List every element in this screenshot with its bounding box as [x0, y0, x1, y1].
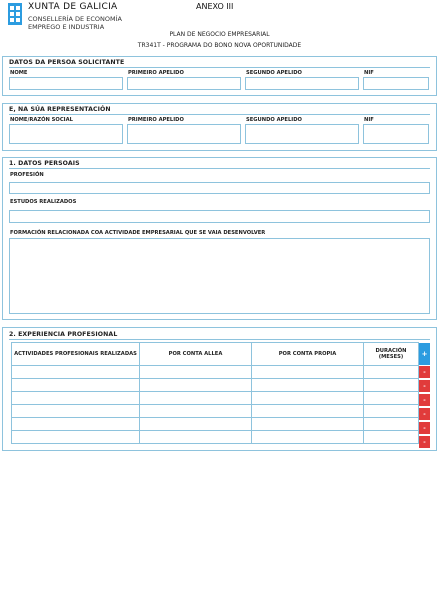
conta-allea-cell[interactable]: [140, 405, 252, 418]
actividade-cell[interactable]: [12, 366, 140, 379]
section-title: 1. DATOS PERSOAIS: [9, 160, 80, 167]
conta-propia-cell[interactable]: [252, 379, 364, 392]
remove-row-button[interactable]: [419, 436, 430, 448]
formacion-textarea[interactable]: [9, 238, 430, 314]
label-nome-razon-social: NOME/RAZÓN SOCIAL: [10, 117, 73, 123]
section-divider: [9, 168, 430, 169]
actividade-cell[interactable]: [12, 392, 140, 405]
segundo-apelido-field[interactable]: [245, 77, 359, 90]
label-segundo-apelido: SEGUNDO APELIDO: [246, 117, 302, 123]
conta-allea-cell[interactable]: [140, 366, 252, 379]
label-primeiro-apelido: PRIMEIRO APELIDO: [128, 70, 184, 76]
conta-propia-cell[interactable]: [252, 405, 364, 418]
actividade-cell[interactable]: [12, 431, 140, 444]
estudos-field[interactable]: [9, 210, 430, 223]
add-row-button[interactable]: [419, 343, 430, 365]
conta-allea-cell[interactable]: [140, 379, 252, 392]
experience-table: [11, 342, 419, 444]
table-row: [12, 418, 419, 431]
section-divider: [9, 339, 430, 340]
minus-icon: -: [423, 438, 426, 446]
section-title: DATOS DA PERSOA SOLICITANTE: [9, 59, 125, 66]
remove-row-button[interactable]: [419, 408, 430, 420]
col-conta-propia: POR CONTA PROPIA: [252, 343, 364, 366]
actividade-cell[interactable]: [12, 418, 140, 431]
col-duracion-unit: (MESES): [378, 354, 404, 360]
col-duracion-label: DURACIÓN: [375, 348, 407, 354]
duracion-cell[interactable]: [364, 418, 419, 431]
section-title: E, NA SÚA REPRESENTACIÓN: [9, 106, 111, 113]
section-divider: [9, 67, 430, 68]
col-conta-allea: POR CONTA ALLEA: [140, 343, 252, 366]
dept-line-1: CONSELLERÍA DE ECONOMÍA: [28, 15, 122, 23]
label-estudos: ESTUDOS REALIZADOS: [10, 199, 77, 205]
label-nif: NIF: [364, 117, 374, 123]
remove-row-button[interactable]: [419, 366, 430, 378]
conta-propia-cell[interactable]: [252, 431, 364, 444]
document-header: [0, 0, 439, 56]
table-row: [12, 379, 419, 392]
duracion-cell[interactable]: [364, 366, 419, 379]
rep-primeiro-apelido-field[interactable]: [127, 124, 241, 144]
dept-line-2: EMPREGO E INDUSTRIA: [28, 23, 105, 31]
conta-propia-cell[interactable]: [252, 418, 364, 431]
table-row: [12, 392, 419, 405]
minus-icon: -: [423, 410, 426, 418]
conta-allea-cell[interactable]: [140, 431, 252, 444]
duracion-cell[interactable]: [364, 405, 419, 418]
label-nif: NIF: [364, 70, 374, 76]
document-subtitle: TR341T - PROGRAMA DO BONO NOVA OPORTUNIDADE: [137, 42, 302, 49]
conta-allea-cell[interactable]: [140, 418, 252, 431]
primeiro-apelido-field[interactable]: [127, 77, 241, 90]
col-actividades: ACTIVIDADES PROFESIONAIS REALIZADAS: [12, 343, 140, 366]
conta-propia-cell[interactable]: [252, 366, 364, 379]
conta-allea-cell[interactable]: [140, 392, 252, 405]
rep-nif-field[interactable]: [363, 124, 429, 144]
table-row: [12, 366, 419, 379]
section-representacion: [2, 103, 437, 151]
minus-icon: -: [423, 424, 426, 432]
rep-segundo-apelido-field[interactable]: [245, 124, 359, 144]
label-formacion: FORMACIÓN RELACIONADA COA ACTIVIDADE EMPRESARIAL QUE SE VAIA DESENVOLVER: [10, 230, 266, 236]
duracion-cell[interactable]: [364, 431, 419, 444]
label-primeiro-apelido: PRIMEIRO APELIDO: [128, 117, 184, 123]
razon-social-field[interactable]: [9, 124, 123, 144]
label-profesion: PROFESIÓN: [10, 172, 44, 178]
duracion-cell[interactable]: [364, 392, 419, 405]
duracion-cell[interactable]: [364, 379, 419, 392]
table-header-row: [12, 343, 419, 366]
xunta-logo-icon: [8, 3, 22, 25]
nif-field[interactable]: [363, 77, 429, 90]
table-row: [12, 431, 419, 444]
section-solicitante: [2, 56, 437, 96]
document-title: PLAN DE NEGOCIO EMPRESARIAL: [169, 31, 270, 38]
minus-icon: -: [423, 368, 426, 376]
conta-propia-cell[interactable]: [252, 392, 364, 405]
remove-row-button[interactable]: [419, 394, 430, 406]
label-nome: NOME: [10, 70, 28, 76]
plus-icon: +: [421, 350, 428, 358]
profesion-field[interactable]: [9, 182, 430, 194]
annex-label: ANEXO III: [196, 2, 234, 11]
remove-row-button[interactable]: [419, 380, 430, 392]
section-datos-persoais: [2, 157, 437, 320]
table-row: [12, 405, 419, 418]
remove-row-button[interactable]: [419, 422, 430, 434]
section-experiencia-profesional: [2, 327, 437, 451]
nome-field[interactable]: [9, 77, 123, 90]
label-segundo-apelido: SEGUNDO APELIDO: [246, 70, 302, 76]
org-name: XUNTA DE GALICIA: [28, 2, 118, 12]
col-duracion: [364, 343, 419, 366]
actividade-cell[interactable]: [12, 379, 140, 392]
actividade-cell[interactable]: [12, 405, 140, 418]
section-divider: [9, 114, 430, 115]
minus-icon: -: [423, 396, 426, 404]
section-title: 2. EXPERIENCIA PROFESIONAL: [9, 331, 118, 338]
minus-icon: -: [423, 382, 426, 390]
